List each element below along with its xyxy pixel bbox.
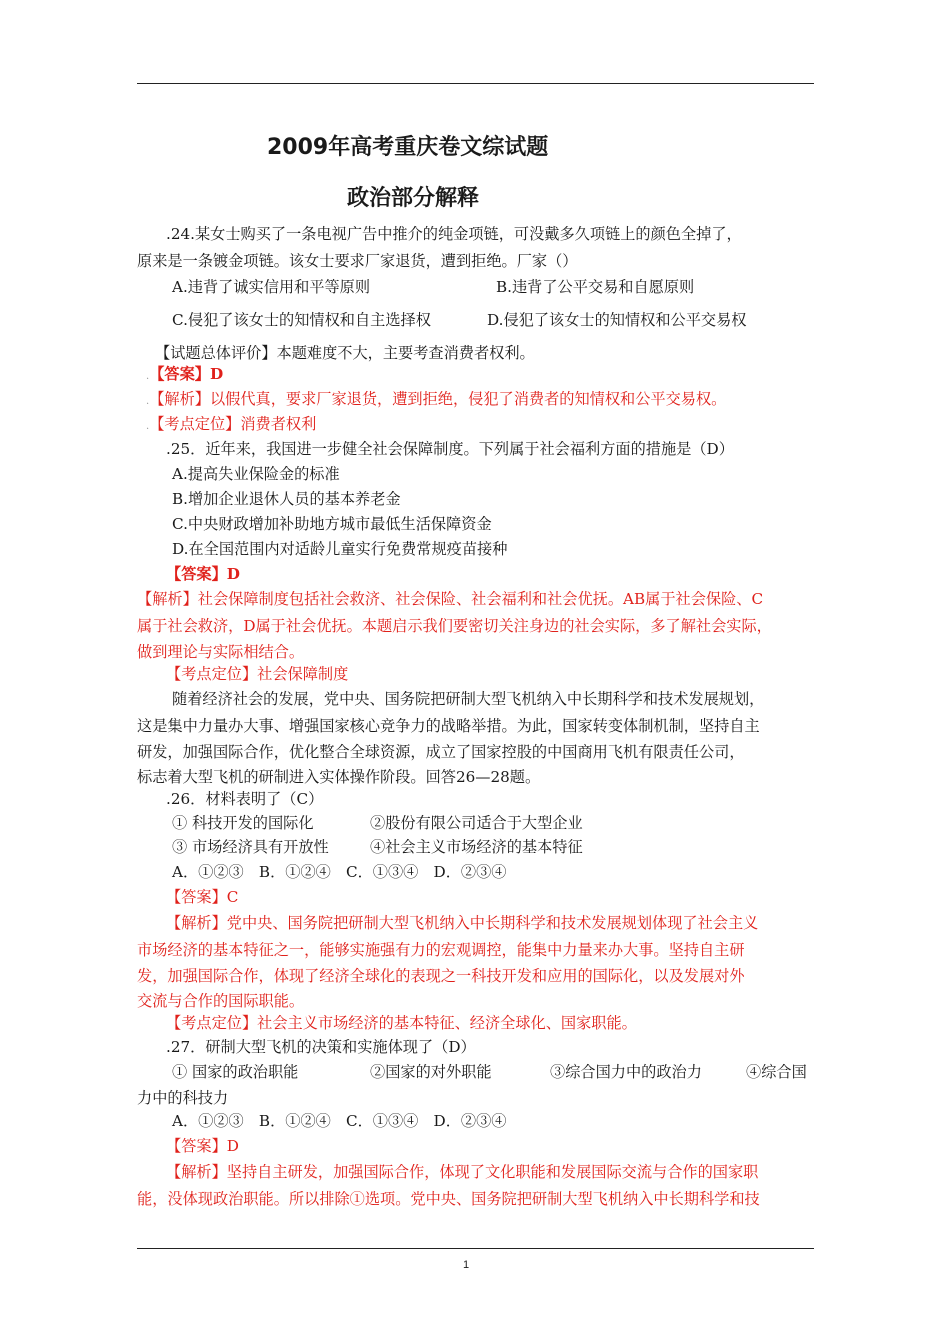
q24-line-1: .24.某女士购买了一条电视广告中推介的纯金项链，可没戴多久项链上的颜色全掉了， [166, 225, 742, 243]
q27-option-4: ④综合国 [746, 1063, 807, 1081]
q27-option-4-continued: 力中的科技力 [137, 1089, 229, 1107]
passage-line-2: 这是集中力量办大事、增强国家核心竞争力的战略举措。为此，国家转变体制机制，坚持自主 [137, 717, 760, 735]
q26-option-2: ②股份有限公司适合于大型企业 [370, 814, 583, 832]
q25-key-point: 【考点定位】社会保障制度 [166, 665, 349, 683]
q24-key-point: .【考点定位】消费者权利 [146, 415, 317, 433]
q27-explanation-1: 【解析】坚持自主研发，加强国际合作，体现了文化职能和发展国际交流与合作的国家职 [166, 1163, 759, 1181]
q27-answer: 【答案】D [166, 1137, 239, 1155]
q26-key-point: 【考点定位】社会主义市场经济的基本特征、经济全球化、国家职能。 [166, 1014, 637, 1032]
q25-option-c: C.中央财政增加补助地方城市最低生活保障资金 [172, 515, 492, 533]
q24-option-c: C.侵犯了该女士的知情权和自主选择权 [172, 311, 431, 329]
q27-explanation-2: 能，没体现政治职能。所以排除①选项。党中央、国务院把研制大型飞机纳入中长期科学和技 [137, 1190, 760, 1208]
q25-option-a: A.提高失业保险金的标准 [172, 465, 340, 483]
document-title: 2009年高考重庆卷文综试题 [267, 135, 549, 160]
q26-option-4: ④社会主义市场经济的基本特征 [370, 838, 583, 856]
q25-option-d: D.在全国范围内对适龄儿童实行免费常规疫苗接种 [172, 540, 508, 558]
q27-choices: A．①②③ B．①②④ C．①③④ D．②③④ [172, 1112, 507, 1130]
q24-option-d: D.侵犯了该女士的知情权和公平交易权 [487, 311, 747, 329]
q25-explanation-3: 做到理论与实际相结合。 [137, 643, 305, 661]
q25-answer: 【答案】D [166, 565, 240, 583]
q25-option-b: B.增加企业退休人员的基本养老金 [172, 490, 401, 508]
passage-line-1: 随着经济社会的发展，党中央、国务院把研制大型飞机纳入中长期科学和技术发展规划， [172, 690, 765, 708]
q26-choices: A．①②③ B．①②④ C．①③④ D．②③④ [172, 863, 507, 881]
passage-line-4: 标志着大型飞机的研制进入实体操作阶段。回答26—28题。 [137, 768, 541, 786]
q26-question: .26．材料表明了（C） [166, 790, 324, 808]
q24-evaluation: 【试题总体评价】本题难度不大，主要考查消费者权利。 [155, 344, 535, 362]
q26-answer: 【答案】C [166, 888, 239, 906]
document-subtitle: 政治部分解释 [347, 186, 480, 211]
q24-option-b: B.违背了公平交易和自愿原则 [496, 278, 695, 296]
page-number: 1 [463, 1259, 470, 1271]
q27-option-1: ① 国家的政治职能 [172, 1063, 299, 1081]
q26-option-3: ③ 市场经济具有开放性 [172, 838, 329, 856]
q25-explanation-1: 【解析】社会保障制度包括社会救济、社会保险、社会福利和社会优抚。AB属于社会保险、C [137, 590, 764, 608]
q24-line-2: 原来是一条镀金项链。该女士要求厂家退货，遭到拒绝。厂家（） [137, 252, 578, 270]
q27-option-2: ②国家的对外职能 [370, 1063, 492, 1081]
q26-explanation-3: 发，加强国际合作，体现了经济全球化的表现之一科技开发和应用的国际化，以及发展对外 [137, 967, 745, 985]
q26-option-1: ① 科技开发的国际化 [172, 814, 314, 832]
q25-explanation-2: 属于社会救济，D属于社会优抚。本题启示我们要密切关注身边的社会实际，多了解社会实际， [137, 617, 772, 635]
q24-answer: .【答案】D [146, 365, 224, 383]
header-rule [137, 83, 814, 84]
q26-explanation-2: 市场经济的基本特征之一，能够实施强有力的宏观调控，能集中力量来办大事。坚持自主研 [137, 941, 745, 959]
q26-explanation-4: 交流与合作的国际职能。 [137, 992, 305, 1010]
footer-rule [137, 1248, 814, 1249]
passage-line-3: 研发，加强国际合作，优化整合全球资源，成立了国家控股的中国商用飞机有限责任公司， [137, 743, 745, 761]
q25-question: .25．近年来，我国进一步健全社会保障制度。下列属于社会福利方面的措施是（D） [166, 440, 734, 458]
q27-question: .27．研制大型飞机的决策和实施体现了（D） [166, 1038, 476, 1056]
q24-option-a: A.违背了诚实信用和平等原则 [172, 278, 371, 296]
q27-option-3: ③综合国力中的政治力 [550, 1063, 702, 1081]
q26-explanation-1: 【解析】党中央、国务院把研制大型飞机纳入中长期科学和技术发展规划体现了社会主义 [166, 914, 759, 932]
q24-explanation: .【解析】以假代真，要求厂家退货，遭到拒绝，侵犯了消费者的知情权和公平交易权。 [146, 390, 727, 408]
